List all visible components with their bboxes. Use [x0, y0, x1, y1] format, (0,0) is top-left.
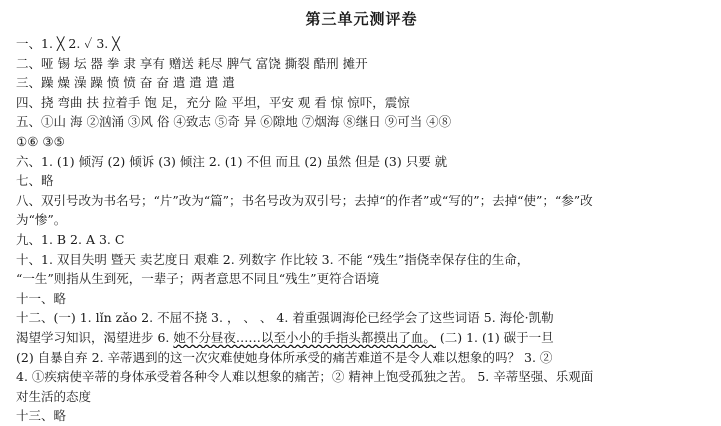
answer-line-6: ①⑥ ③⑤	[16, 133, 65, 149]
answer-line-11: 九、1. B 2. A 3. C	[16, 231, 125, 247]
answer-line-2: 二、哑 锡 坛 器 拳 隶 享有 赠送 耗尽 脾气 富饶 撕裂 酷刑 摊开	[16, 55, 368, 71]
answer-line-13: “一生”则指从生到死，一辈子；两者意思不同且“残生”更符合语境	[16, 271, 380, 287]
answer-line-4: 四、挠 弯曲 扶 拉着手 饱 足，充分 险 平坦，平安 观 看 惊 惊吓，震惊	[16, 94, 410, 110]
answer-line-15: 十二、(一) 1. lǐn zǎo 2. 不屈不挠 3. ， 、 、 4. 着重强调海伦已经学会了这些词语 5. 海伦·凯勒	[16, 310, 554, 326]
answer-line-16-end: (二) 1. (1) 碳于一旦	[435, 329, 554, 345]
answer-line-16	[16, 328, 707, 348]
page-title: 第三单元测评卷	[305, 10, 418, 28]
wavy-underlined-sentence: 她不分昼夜……以至小小的手指头都摸出了血。	[173, 329, 436, 345]
answer-line-3: 三、躁 燥 澡 躁 愤 愤 奋 奋 遣 遣 遣 遣	[16, 75, 235, 91]
answer-line-10: 为“惨”。	[16, 212, 67, 228]
answer-line-14: 十一、略	[16, 290, 67, 306]
answer-line-17: (2) 自暴自弃 2. 辛蒂遇到的这一次灾难使她身体所承受的痛苦难道不是令人难以想象的吗？ 3. ②	[16, 349, 553, 365]
answer-line-7: 六、1. (1) 倾泻 (2) 倾诉 (3) 倾注 2. (1) 不但 而且 (2) 虽然 但是 (3) 只要 就	[16, 153, 448, 169]
answer-line-18: 4. ①疾病使辛蒂的身体承受着各种令人难以想象的痛苦；② 精神上饱受孤独之苦。 5. 辛蒂坚强、乐观面	[16, 369, 594, 385]
answer-line-20: 十三、略	[16, 408, 67, 424]
answer-line-19: 对生活的态度	[16, 388, 92, 404]
answer-line-1: 一、1. ╳ 2. ✓ 3. ╳	[16, 36, 120, 51]
answer-line-12: 十、1. 双目失明 暨天 卖艺度日 艰难 2. 列数字 作比较 3. 不能 “残生”指侥幸保存住的生命，	[16, 251, 530, 267]
answer-line-16-start: 渴望学习知识，渴望进步 6.	[16, 329, 174, 345]
answer-line-9: 八、双引号改为书名号；“片”改为“篇”；书名号改为双引号；去掉“的作者”或“写的”；去掉“使”；“参”改	[16, 192, 593, 208]
answer-line-5: 五、①山 海 ②汹涌 ③风 俗 ④致志 ⑤奇 异 ⑥隙地 ⑦烟海 ⑧继日 ⑨可当 ④⑧	[16, 114, 452, 130]
answer-line-8: 七、略	[16, 173, 54, 189]
